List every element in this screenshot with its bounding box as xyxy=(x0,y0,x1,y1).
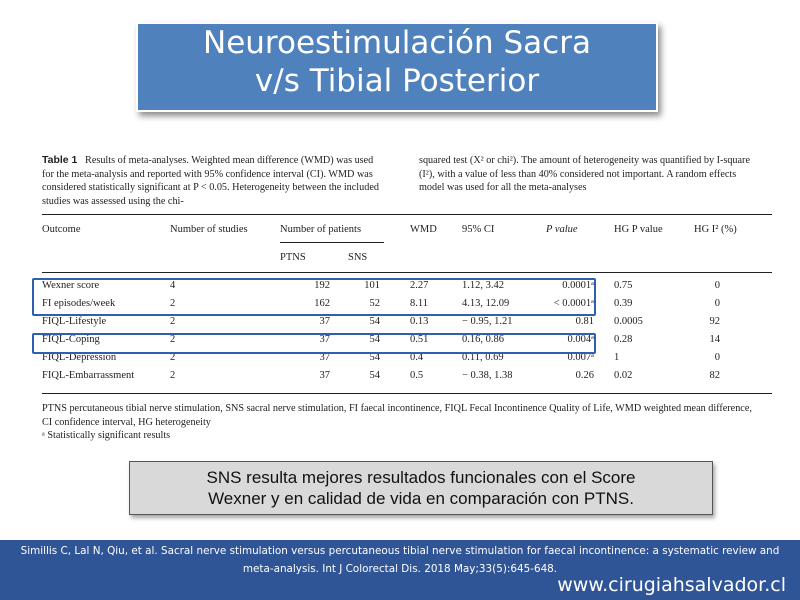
cell-sns: 54 xyxy=(369,370,380,381)
cell-sns: 101 xyxy=(364,280,380,291)
cell-ptns: 37 xyxy=(319,316,330,327)
header-hg-i2: HG I² (%) xyxy=(694,224,737,235)
cell-p: 0.004ᵃ xyxy=(567,334,594,345)
cell-p: < 0.0001ᵃ xyxy=(553,298,594,309)
cell-ptns: 37 xyxy=(319,334,330,345)
cell-sns: 54 xyxy=(369,334,380,345)
title-line-1: Neuroestimulación Sacra xyxy=(203,25,591,61)
cell-hgp: 0.0005 xyxy=(614,316,643,327)
cell-ci: 0.11, 0.69 xyxy=(462,352,504,363)
cell-wmd: 8.11 xyxy=(410,298,428,309)
cell-studies: 2 xyxy=(170,316,176,327)
cell-outcome: FIQL-Lifestyle xyxy=(42,316,107,327)
cell-ci: 0.16, 0.86 xyxy=(462,334,504,345)
cell-wmd: 0.5 xyxy=(410,370,424,381)
footer-bar xyxy=(0,540,800,600)
citation: Simillis C, Lal N, Qiu, et al. Sacral nerve stimulation versus percutaneous tibial nerve stimulation for faecal incontinence: a systematic review and meta-analysis. Int J Colorectal Dis. 2018 May;33(5):645-648. xyxy=(20,545,780,575)
table-bottom-rule xyxy=(42,393,772,394)
cell-outcome: FI episodes/week xyxy=(42,298,116,309)
cell-outcome: FIQL-Embarrassment xyxy=(42,370,135,381)
cell-outcome: FIQL-Coping xyxy=(42,334,100,345)
cell-p: 0.81 xyxy=(575,316,594,327)
caption-col1: Results of meta-analyses. Weighted mean difference (WMD) was used for the meta-analysis and reported with 95% confidence interval (CI). WMD was considered statistically significant at P < 0.05. Heterogeneity between the included studies was assessed using the chi- xyxy=(42,155,379,207)
footnote-abbreviations: PTNS percutaneous tibial nerve stimulation, SNS sacral nerve stimulation, FI faecal incontinence, FIQL Fecal Incontinence Quality of Life, WMD weighted mean difference, CI confidence interval, HG heterogeneity xyxy=(42,403,752,428)
cell-ci: − 0.38, 1.38 xyxy=(462,370,513,381)
header-patients: Number of patients xyxy=(280,224,362,235)
header-ptns: PTNS xyxy=(280,252,306,263)
cell-wmd: 0.4 xyxy=(410,352,424,363)
cell-hgi: 0 xyxy=(714,280,720,291)
footnote-significance: ᵃ Statistically significant results xyxy=(42,430,171,442)
conclusion-line-1: SNS resulta mejores resultados funcionales con el Score xyxy=(206,468,636,487)
cell-outcome: FIQL-Depression xyxy=(42,352,117,363)
highlight-fiql-coping xyxy=(32,333,596,354)
conclusion-line-2: Wexner y en calidad de vida en comparación con PTNS. xyxy=(208,489,634,508)
table-top-rule xyxy=(42,214,772,215)
cell-hgi: 0 xyxy=(714,298,720,309)
cell-p: 0.007ᵃ xyxy=(567,352,594,363)
cell-studies: 2 xyxy=(170,352,176,363)
cell-hgp: 0.28 xyxy=(614,334,633,345)
cell-ptns: 162 xyxy=(314,298,330,309)
patients-subrule xyxy=(280,242,384,243)
cell-hgi: 92 xyxy=(709,316,720,327)
cell-hgi: 14 xyxy=(709,334,720,345)
cell-sns: 52 xyxy=(369,298,380,309)
cell-studies: 2 xyxy=(170,298,176,309)
header-sns: SNS xyxy=(348,252,368,263)
website-url: www.cirugiahsalvador.cl xyxy=(557,574,786,596)
cell-sns: 54 xyxy=(369,316,380,327)
cell-studies: 2 xyxy=(170,334,176,345)
header-outcome: Outcome xyxy=(42,224,81,235)
cell-p: 0.26 xyxy=(575,370,594,381)
conclusion-box xyxy=(129,461,713,515)
cell-ci: 1.12, 3.42 xyxy=(462,280,504,291)
cell-p: 0.0001ᵃ xyxy=(562,280,594,291)
cell-outcome: Wexner score xyxy=(42,280,100,291)
table-image xyxy=(30,148,772,448)
cell-hgp: 0.75 xyxy=(614,280,633,291)
cell-ptns: 37 xyxy=(319,352,330,363)
cell-wmd: 0.13 xyxy=(410,316,429,327)
cell-ptns: 192 xyxy=(314,280,330,291)
header-p-value: P value xyxy=(546,224,578,235)
cell-hgp: 0.39 xyxy=(614,298,633,309)
cell-hgi: 0 xyxy=(714,352,720,363)
cell-studies: 4 xyxy=(170,280,176,291)
cell-sns: 54 xyxy=(369,352,380,363)
table-footnote xyxy=(42,402,762,443)
cell-wmd: 2.27 xyxy=(410,280,429,291)
title-line-2: v/s Tibial Posterior xyxy=(254,63,540,99)
cell-wmd: 0.51 xyxy=(410,334,429,345)
caption-col2: squared test (X² or chi²). The amount of heterogeneity was quantified by I-square (I²), with a value of less than 40% considered not important. A random effects model was used for all the meta-analyses xyxy=(419,155,750,194)
cell-ptns: 37 xyxy=(319,370,330,381)
table-header-rule xyxy=(42,272,772,273)
cell-studies: 2 xyxy=(170,370,176,381)
header-studies: Number of studies xyxy=(170,224,248,235)
cell-hgp: 0.02 xyxy=(614,370,633,381)
table-label: Table 1 xyxy=(42,154,78,166)
highlight-wexner-fi xyxy=(32,278,596,316)
cell-hgi: 82 xyxy=(709,370,720,381)
cell-ci: 4.13, 12.09 xyxy=(462,298,510,309)
cell-hgp: 1 xyxy=(614,352,620,363)
slide-title xyxy=(136,22,658,112)
cell-ci: − 0.95, 1.21 xyxy=(462,316,513,327)
header-hg-p-value: HG P value xyxy=(614,224,663,235)
header-ci: 95% CI xyxy=(462,224,495,235)
header-wmd: WMD xyxy=(410,224,437,235)
